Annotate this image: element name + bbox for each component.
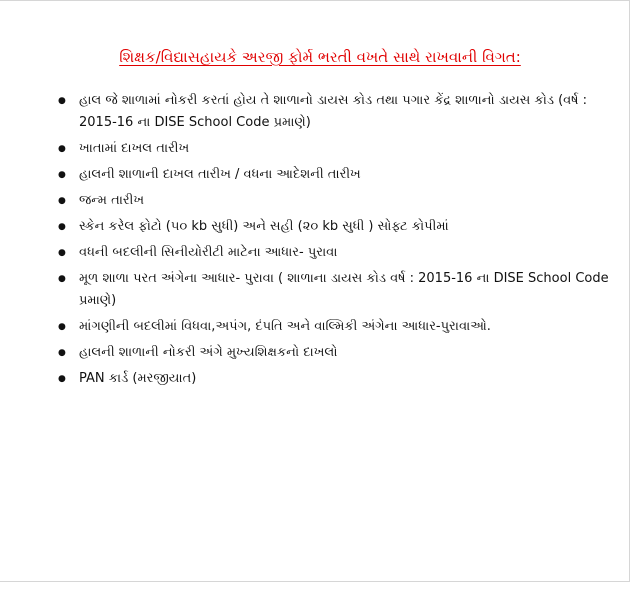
list-item-text: હાલ જે શાળામાં નોકરી કરતાં હોય તે શાળાનો ડાયસ કોડ તથા પગાર કેંદ્ર શાળાનો ડાયસ કોડ (વર્ષ : 2015-16 ના DISE School Code પ્રમાણે) <box>79 93 588 130</box>
list-item-text: સ્કેન કરેલ ફોટો (૫૦ kb સુધી) અને સહી (૨૦ kb સુધી ) સોફ્ટ કોપીમાં <box>79 219 449 234</box>
list-item-text: મૂળ શાળા પરત અંગેના આધાર- પુરાવા ( શાળાના ડાયસ કોડ વર્ષ : 2015-16 ના DISE School Code પ્રમાણે) <box>79 271 609 308</box>
bullet-icon: ● <box>58 96 66 106</box>
list-item-text: ખાતામાં દાખલ તારીખ <box>79 141 190 156</box>
list-item-text: જન્મ તારીખ <box>79 193 145 208</box>
document-title: શિક્ષક/વિદ્યાસહાયકે અરજી ફોર્મ ભરતી વખતે સાથે રાખવાની વિગત: <box>119 48 521 66</box>
list-item-text: હાલની શાળાની નોકરી અંગે મુખ્યશિક્ષકનો દાખલો <box>79 345 338 360</box>
list-item <box>52 90 612 134</box>
bullet-icon: ● <box>58 222 66 232</box>
list-item <box>52 368 612 390</box>
list-item <box>52 316 612 338</box>
bullet-icon: ● <box>58 248 66 258</box>
requirements-list <box>52 90 612 394</box>
list-item-text: હાલની શાળાની દાખલ તારીખ / વધના આદેશની તારીખ <box>79 167 361 182</box>
list-item <box>52 342 612 364</box>
list-item-text: વધની બદલીની સિનીયોરીટી માટેના આધાર- પુરાવા <box>79 245 338 260</box>
list-item-text: માંગણીની બદલીમાં વિધવા,અપંગ, દંપતિ અને વાલ્મિકી અંગેના આધાર-પુરાવાઓ. <box>79 319 491 334</box>
bullet-icon: ● <box>58 374 66 384</box>
bullet-icon: ● <box>58 348 66 358</box>
list-item <box>52 190 612 212</box>
list-item <box>52 268 612 312</box>
bullet-icon: ● <box>58 144 66 154</box>
list-item <box>52 216 612 238</box>
list-item <box>52 242 612 264</box>
list-item <box>52 138 612 160</box>
bullet-icon: ● <box>58 274 66 284</box>
bullet-icon: ● <box>58 170 66 180</box>
list-item-text: PAN કાર્ડ (મરજીયાત) <box>79 371 197 386</box>
list-item <box>52 164 612 186</box>
bullet-icon: ● <box>58 196 66 206</box>
bullet-icon: ● <box>58 322 66 332</box>
